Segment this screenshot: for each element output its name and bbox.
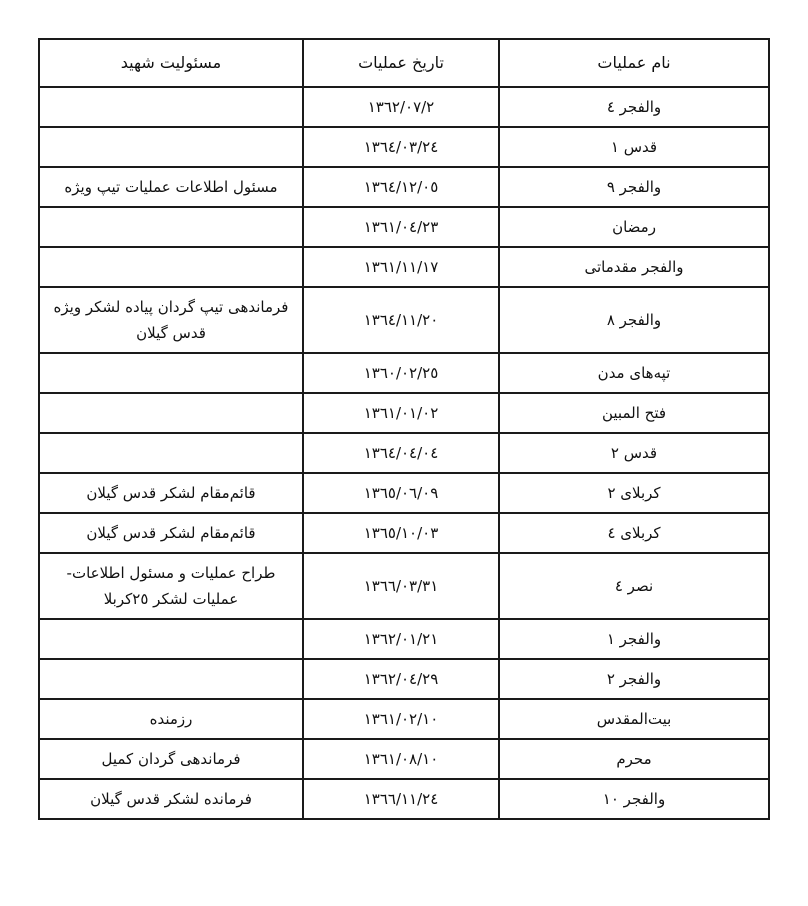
operation-date-cell: ١٣٦٠/٠٢/٢٥: [303, 353, 499, 393]
operation-date-cell: ١٣٦٦/٠٣/٣١: [303, 553, 499, 619]
operation-name-cell: والفجر ٤: [499, 87, 769, 127]
martyr-role-cell: رزمنده: [39, 699, 303, 739]
table-row: [39, 247, 769, 287]
operation-date-cell: ١٣٦٤/٠٤/٠٤: [303, 433, 499, 473]
table-row: [39, 393, 769, 433]
operation-name-cell: تپه‌های مدن: [499, 353, 769, 393]
table-row: [39, 699, 769, 739]
table-row: [39, 433, 769, 473]
operation-date-cell: ١٣٦٢/٠١/٢١: [303, 619, 499, 659]
martyr-role-cell: [39, 433, 303, 473]
martyr-role-cell: [39, 619, 303, 659]
table-header-row: [39, 39, 769, 87]
martyr-role-cell: فرماندهی گردان کمیل: [39, 739, 303, 779]
operation-date-cell: ١٣٦١/١١/١٧: [303, 247, 499, 287]
operation-date-cell: ١٣٦٤/٠٣/٢٤: [303, 127, 499, 167]
operation-date-cell: ١٣٦٥/٠٦/٠٩: [303, 473, 499, 513]
operation-name-cell: قدس ١: [499, 127, 769, 167]
cropped-title-fragment: [300, 0, 540, 6]
operation-date-cell: ١٣٦١/٠٢/١٠: [303, 699, 499, 739]
martyr-role-cell: [39, 127, 303, 167]
martyr-role-cell: مسئول اطلاعات عملیات تیپ ویژه: [39, 167, 303, 207]
operation-date-cell: ١٣٦٢/٠٧/٢: [303, 87, 499, 127]
operation-date-cell: ١٣٦٦/١١/٢٤: [303, 779, 499, 819]
martyr-role-cell: [39, 393, 303, 433]
operation-date-cell: ١٣٦٤/١٢/٠٥: [303, 167, 499, 207]
operation-name-cell: کربلای ٤: [499, 513, 769, 553]
operation-date-cell: ١٣٦٤/١١/٢٠: [303, 287, 499, 353]
martyr-role-cell: فرماندهی تیپ گردان پیاده لشکر ویژه قدس گیلان: [39, 287, 303, 353]
table-row: [39, 619, 769, 659]
martyr-role-cell: [39, 247, 303, 287]
operation-name-cell: والفجر ١: [499, 619, 769, 659]
operation-name-cell: والفجر مقدماتی: [499, 247, 769, 287]
operation-name-cell: والفجر ٢: [499, 659, 769, 699]
martyr-role-cell: قائم‌مقام لشکر قدس گیلان: [39, 473, 303, 513]
table-row: [39, 87, 769, 127]
table-row: [39, 207, 769, 247]
operation-date-cell: ١٣٦٥/١٠/٠٣: [303, 513, 499, 553]
table-row: [39, 553, 769, 619]
operation-name-cell: والفجر ١٠: [499, 779, 769, 819]
table-row: [39, 287, 769, 353]
operation-name-cell: قدس ٢: [499, 433, 769, 473]
table-row: [39, 659, 769, 699]
operation-date-cell: ١٣٦١/٠٤/٢٣: [303, 207, 499, 247]
operation-name-cell: نصر ٤: [499, 553, 769, 619]
martyr-role-cell: طراح عملیات و مسئول اطلاعات- عملیات لشکر ٢٥کربلا: [39, 553, 303, 619]
operation-date-cell: ١٣٦١/٠١/٠٢: [303, 393, 499, 433]
operation-name-cell: والفجر ٨: [499, 287, 769, 353]
table-row: [39, 127, 769, 167]
table-row: [39, 167, 769, 207]
martyr-role-cell: [39, 87, 303, 127]
operation-name-cell: رمضان: [499, 207, 769, 247]
martyr-role-cell: فرمانده لشکر قدس گیلان: [39, 779, 303, 819]
operation-date-cell: ١٣٦٢/٠٤/٢٩: [303, 659, 499, 699]
operations-table: [38, 38, 770, 820]
table-row: [39, 739, 769, 779]
martyr-role-cell: [39, 353, 303, 393]
table-row: [39, 779, 769, 819]
martyr-role-cell: [39, 659, 303, 699]
operation-name-cell: فتح المبین: [499, 393, 769, 433]
table-row: [39, 353, 769, 393]
operation-date-cell: ١٣٦١/٠٨/١٠: [303, 739, 499, 779]
table-row: [39, 473, 769, 513]
operation-name-cell: محرم: [499, 739, 769, 779]
table-row: [39, 513, 769, 553]
martyr-role-cell: [39, 207, 303, 247]
header-martyr-role: مسئولیت شهید: [39, 39, 303, 87]
operation-name-cell: والفجر ٩: [499, 167, 769, 207]
operation-name-cell: بیت‌المقدس: [499, 699, 769, 739]
header-operation-name: نام عملیات: [499, 39, 769, 87]
operation-name-cell: کربلای ٢: [499, 473, 769, 513]
martyr-role-cell: قائم‌مقام لشکر قدس گیلان: [39, 513, 303, 553]
header-operation-date: تاریخ عملیات: [303, 39, 499, 87]
